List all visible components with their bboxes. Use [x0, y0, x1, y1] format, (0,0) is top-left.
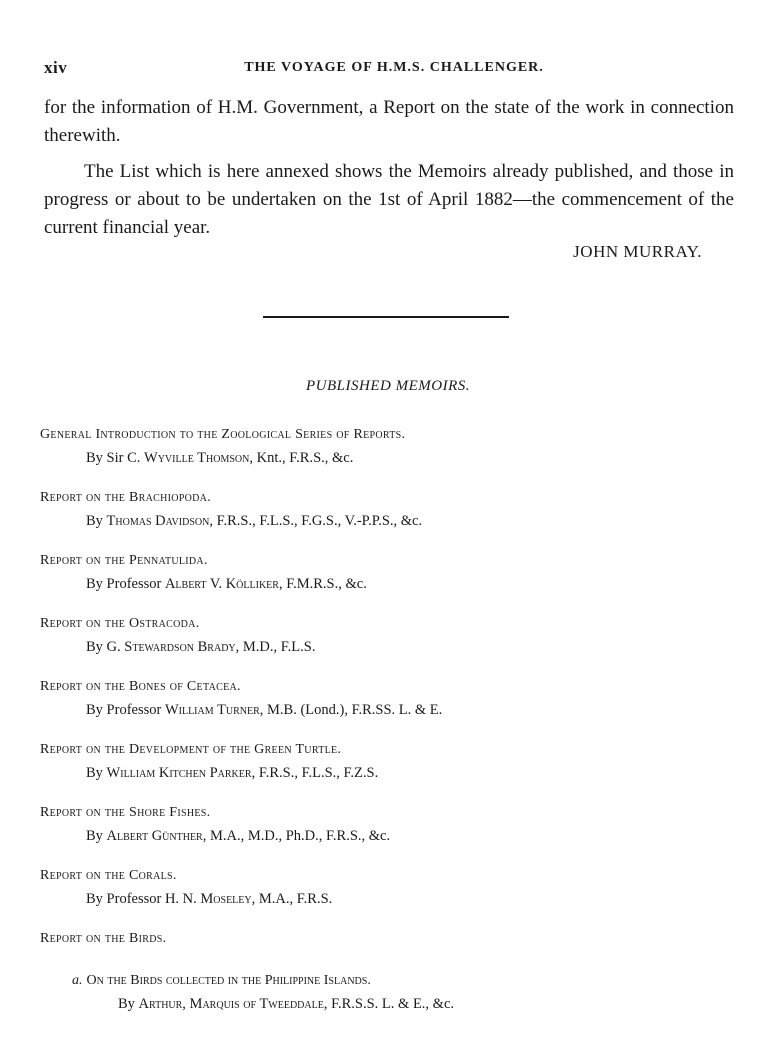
memoir-author: By William Kitchen Parker, F.R.S., F.L.S., F.Z.S.	[86, 765, 379, 781]
memoir-entry	[40, 928, 740, 950]
memoir-entry	[40, 487, 740, 533]
paragraph-2	[44, 158, 734, 242]
memoir-entry	[40, 676, 740, 722]
signature: JOHN MURRAY.	[573, 242, 702, 261]
memoir-author: By Professor William Turner, M.B. (Lond.), F.R.SS. L. & E.	[86, 702, 443, 718]
page-number: xiv	[44, 58, 68, 77]
section-heading: PUBLISHED MEMOIRS.	[306, 378, 470, 394]
memoir-entry	[40, 802, 740, 848]
memoir-title: General Introduction to the Zoological Series of Reports.	[40, 427, 406, 442]
memoir-title: Report on the Brachiopoda.	[40, 490, 211, 505]
memoir-author: By Professor H. N. Moseley, M.A., F.R.S.	[86, 891, 333, 907]
memoir-sub-title: a. On the Birds collected in the Philippine Islands.	[72, 973, 371, 988]
paragraph-1	[44, 94, 734, 150]
memoir-entry	[40, 550, 740, 596]
memoir-author: By Thomas Davidson, F.R.S., F.L.S., F.G.S., V.-P.P.S., &c.	[86, 513, 423, 529]
memoir-title: Report on the Bones of Cetacea.	[40, 679, 241, 694]
memoir-entry	[40, 739, 740, 785]
memoir-title: Report on the Birds.	[40, 931, 167, 946]
memoir-author: By Professor Albert V. Kölliker, F.M.R.S., &c.	[86, 576, 367, 592]
memoir-title: Report on the Corals.	[40, 868, 177, 883]
memoir-title: Report on the Pennatulida.	[40, 553, 208, 568]
page-header	[44, 58, 744, 80]
memoir-sub-entry	[72, 970, 752, 1016]
memoir-author: By G. Stewardson Brady, M.D., F.L.S.	[86, 639, 316, 655]
paragraph-1-text: for the information of H.M. Government, a Report on the state of the work in connection therewith.	[44, 97, 734, 146]
memoir-entry	[40, 865, 740, 911]
memoir-entry	[40, 424, 740, 470]
memoir-sub-author: By Arthur, Marquis of Tweeddale, F.R.S.S. L. & E., &c.	[118, 996, 455, 1012]
memoir-author: By Albert Günther, M.A., M.D., Ph.D., F.R.S., &c.	[86, 828, 391, 844]
memoir-entry	[40, 613, 740, 659]
running-title: THE VOYAGE OF H.M.S. CHALLENGER.	[244, 60, 544, 75]
memoir-title: Report on the Ostracoda.	[40, 616, 200, 631]
memoir-author: By Sir C. Wyville Thomson, Knt., F.R.S., &c.	[86, 450, 354, 466]
memoir-title: Report on the Shore Fishes.	[40, 805, 211, 820]
paragraph-2-text: The List which is here annexed shows the Memoirs already published, and those in progress or about to be undertaken on the 1st of April 1882—the commencement of the current financial year.	[44, 161, 734, 238]
memoir-title: Report on the Development of the Green Turtle.	[40, 742, 342, 757]
section-divider	[263, 316, 509, 318]
sub-entry-marker: a.	[72, 973, 83, 988]
